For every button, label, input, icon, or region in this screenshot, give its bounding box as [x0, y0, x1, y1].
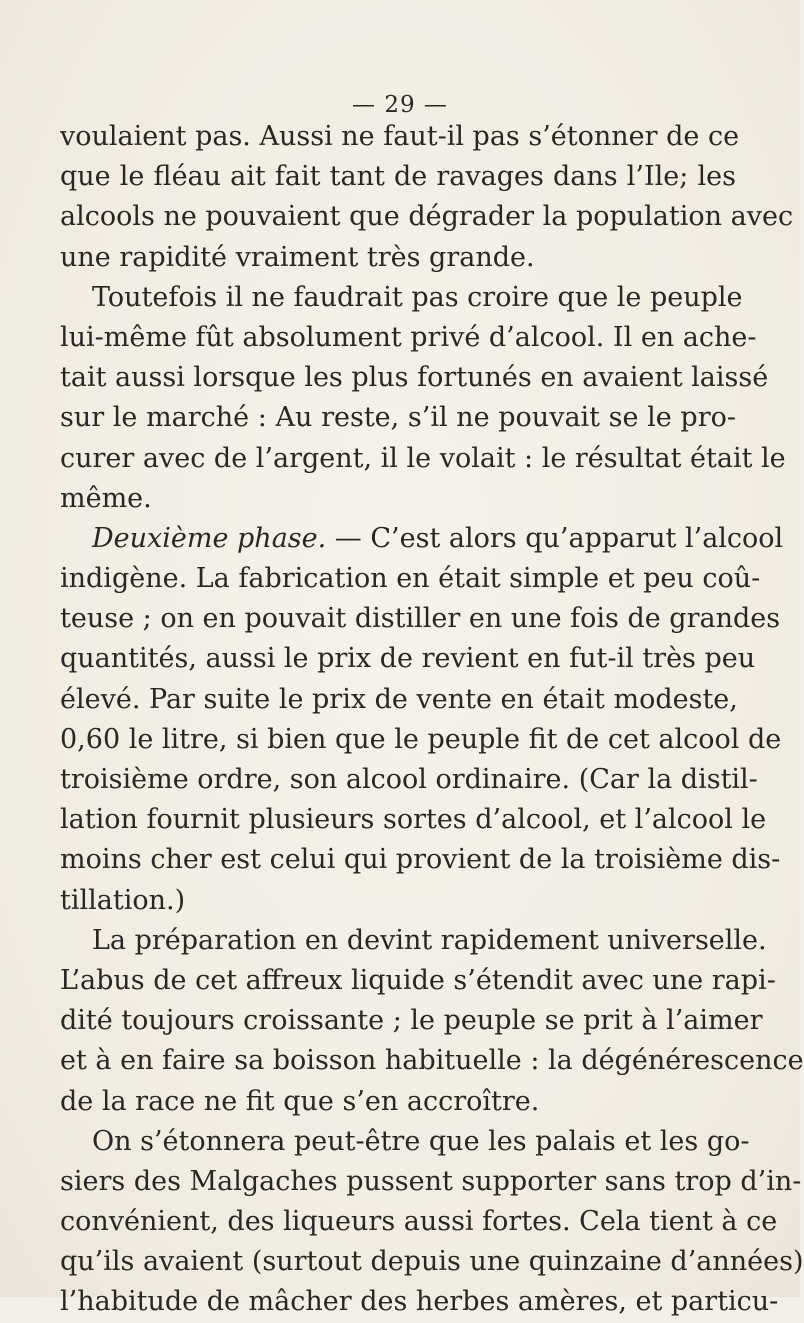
text-line: Toutefois il ne faudrait pas croire que le peuple — [92, 281, 743, 313]
text-line: tillation.) — [60, 884, 186, 916]
text-line: L’abus de cet affreux liquide s’étendit avec une rapi- — [60, 964, 776, 996]
text-line: teuse ; on en pouvait distiller en une fois de grandes — [60, 603, 781, 635]
text-line: et à en faire sa boisson habituelle : la dégénérescence — [60, 1045, 804, 1077]
body-text — [60, 117, 804, 1323]
text-line: lui-même fût absolument privé d’alcool. Il en ache- — [60, 321, 757, 353]
text-line-rest: — C’est alors qu’apparut l’alcool — [326, 522, 784, 554]
text-line: curer avec de l’argent, il le volait : le résultat était le — [60, 442, 786, 474]
text-line: moins cher est celui qui provient de la troisième dis- — [60, 844, 781, 876]
section-heading: Deuxième phase. — [92, 522, 327, 554]
text-line: même. — [60, 482, 152, 514]
text-line: lation fournit plusieurs sortes d’alcool, et l’alcool le — [60, 804, 767, 836]
text-line: de la race ne fit que s’en accroître. — [60, 1085, 540, 1117]
text-line: La préparation en devint rapidement universelle. — [92, 924, 767, 956]
text-line: tait aussi lorsque les plus fortunés en avaient laissé — [60, 362, 769, 394]
text-line: indigène. La fabrication en était simple et peu coû- — [60, 563, 761, 595]
text-line: troisième ordre, son alcool ordinaire. (Car la distil- — [60, 764, 758, 795]
text-line: dité toujours croissante ; le peuple se prit à l’aimer — [60, 1005, 763, 1037]
text-line: On s’étonnera peut-être que les palais et les go- — [92, 1125, 750, 1157]
text-line: l’habitude de mâcher des herbes amères, et particu- — [60, 1286, 779, 1318]
text-line: une rapidité vraiment très grande. — [60, 241, 535, 273]
text-line: convénient, des liqueurs aussi fortes. Cela tient à ce — [60, 1206, 778, 1238]
page-number: — 29 — — [352, 92, 448, 118]
section-heading-line — [60, 519, 784, 559]
text-line: siers des Malgaches pussent supporter sans trop d’in- — [60, 1165, 802, 1197]
text-line: voulaient pas. Aussi ne faut-il pas s’étonner de ce — [60, 121, 740, 152]
text-line: 0,60 le litre, si bien que le peuple fit de cet alcool de — [60, 723, 782, 755]
text-line: alcools ne pouvaient que dégrader la population avec — [60, 201, 794, 233]
text-line: sur le marché : Au reste, s’il ne pouvait se le pro- — [60, 402, 736, 434]
text-line: que le fléau ait fait tant de ravages dans l’Ile; les — [60, 161, 736, 193]
text-line: qu’ils avaient (surtout depuis une quinzaine d’années) — [60, 1246, 804, 1278]
text-line: quantités, aussi le prix de revient en fut-il très peu — [60, 643, 756, 675]
text-line: élevé. Par suite le prix de vente en était modeste, — [60, 683, 738, 715]
